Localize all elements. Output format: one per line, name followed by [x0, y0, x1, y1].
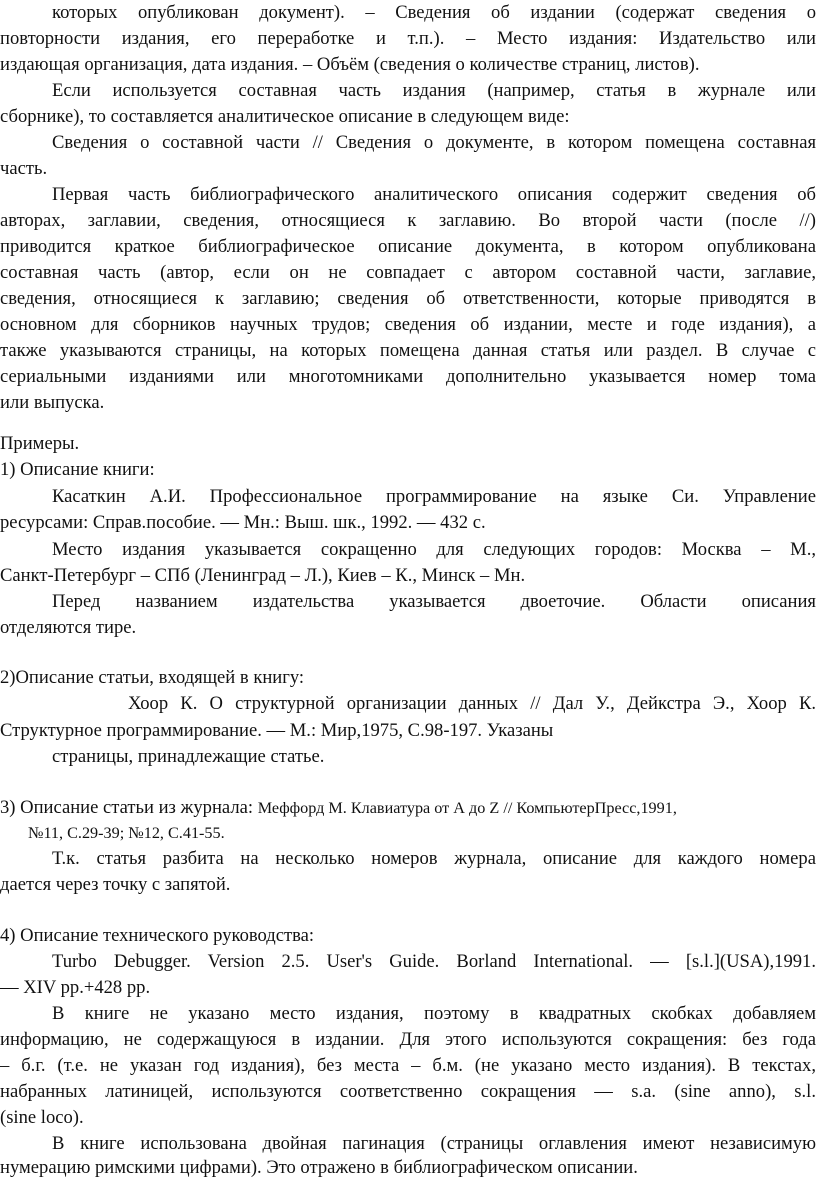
- text-line: Место издания указывается сокращенно для следующих городов: Москва – М.,: [52, 539, 816, 560]
- text-line: составная часть (автор, если он не совпадает с автором составной части, заглавие,: [0, 262, 816, 283]
- text-line: страницы, принадлежащие статье.: [52, 746, 325, 767]
- text-line: приводится краткое библиографическое описание документа, в котором опубликована: [0, 236, 816, 257]
- text-line: Первая часть библиографического аналитического описания содержит сведения об: [52, 184, 816, 205]
- text-line: Структурное программирование. — М.: Мир,1975, С.98-197. Указаны: [0, 720, 554, 741]
- example-heading: 1) Описание книги:: [0, 459, 155, 480]
- text-line: Хоор К. О структурной организации данных // Дал У., Дейкстра Э., Хоор К.: [128, 693, 816, 714]
- text-line: которых опубликован документ). – Сведения об издании (содержат сведения о: [52, 2, 816, 23]
- text-line: (sine loco).: [0, 1107, 84, 1128]
- example-heading: [0, 795, 816, 821]
- text-line: – б.г. (т.е. не указан год издания), без места – б.м. (не указано место издания). В текстах,: [0, 1055, 816, 1076]
- text-line: отделяются тире.: [0, 617, 137, 638]
- text-line: или выпуска.: [0, 392, 105, 413]
- text-line: Если используется составная часть издания (например, статья в журнале или: [52, 80, 816, 101]
- text-line: издающая организация, дата издания. – Объём (сведения о количестве страниц, листов).: [0, 54, 700, 75]
- text-line: №11, С.29-39; №12, С.41-55.: [28, 824, 225, 842]
- journal-citation: Меффорд М. Клавиатура от А до Z // КомпьютерПресс,1991,: [257, 799, 677, 817]
- text-line: сериальными изданиями или многотомниками дополнительно указывается номер тома: [0, 366, 816, 387]
- text-line: основном для сборников научных трудов; сведения об издании, месте и годе издания), а: [0, 314, 816, 335]
- text-line: также указываются страницы, на которых помещена данная статья или раздел. В случае с: [0, 340, 816, 361]
- section-heading: Примеры.: [0, 433, 80, 454]
- text-line: Т.к. статья разбита на несколько номеров журнала, описание для каждого номера: [52, 848, 816, 869]
- example-heading: 4) Описание технического руководства:: [0, 925, 315, 946]
- text-line: нумерацию римскими цифрами). Это отражено в библиографическом описании.: [0, 1157, 638, 1178]
- text-line: часть.: [0, 158, 48, 179]
- example-heading-label: 3) Описание статьи из журнала:: [0, 797, 258, 818]
- text-line: Санкт-Петербург – СПб (Ленинград – Л.), Киев – К., Минск – Мн.: [0, 565, 526, 586]
- text-line: ресурсами: Справ.пособие. — Мн.: Выш. шк., 1992. — 432 с.: [0, 512, 486, 533]
- text-line: набранных латиницей, используются соответственно сокращения — s.a. (sine anno), s.l.: [0, 1081, 816, 1102]
- text-line: Turbo Debugger. Version 2.5. User's Guide. Borland International. — [s.l.](USA),1991.: [52, 951, 816, 972]
- text-line: Касаткин А.И. Профессиональное программирование на языке Си. Управление: [52, 486, 816, 507]
- text-line: дается через точку с запятой.: [0, 874, 231, 895]
- text-line: повторности издания, его переработке и т.п.). – Место издания: Издательство или: [0, 28, 816, 49]
- text-line: Сведения о составной части // Сведения о документе, в котором помещена составная: [52, 132, 816, 153]
- text-line: — XIV pp.+428 pp.: [0, 977, 151, 998]
- text-line: В книге использована двойная пагинация (страницы оглавления имеют независимую: [52, 1133, 816, 1154]
- text-line: В книге не указано место издания, поэтому в квадратных скобках добавляем: [52, 1003, 816, 1024]
- text-line: авторах, заглавии, сведения, относящиеся к заглавию. Во второй части (после //): [0, 210, 816, 231]
- text-line: сведения, относящиеся к заглавию; сведения об ответственности, которые приводятся в: [0, 288, 816, 309]
- example-heading: 2)Описание статьи, входящей в книгу:: [0, 667, 305, 688]
- text-line: сборнике), то составляется аналитическое описание в следующем виде:: [0, 106, 570, 127]
- text-line: Перед названием издательства указывается двоеточие. Области описания: [52, 591, 816, 612]
- text-line: информацию, не содержащуюся в издании. Для этого используются сокращения: без года: [0, 1029, 816, 1050]
